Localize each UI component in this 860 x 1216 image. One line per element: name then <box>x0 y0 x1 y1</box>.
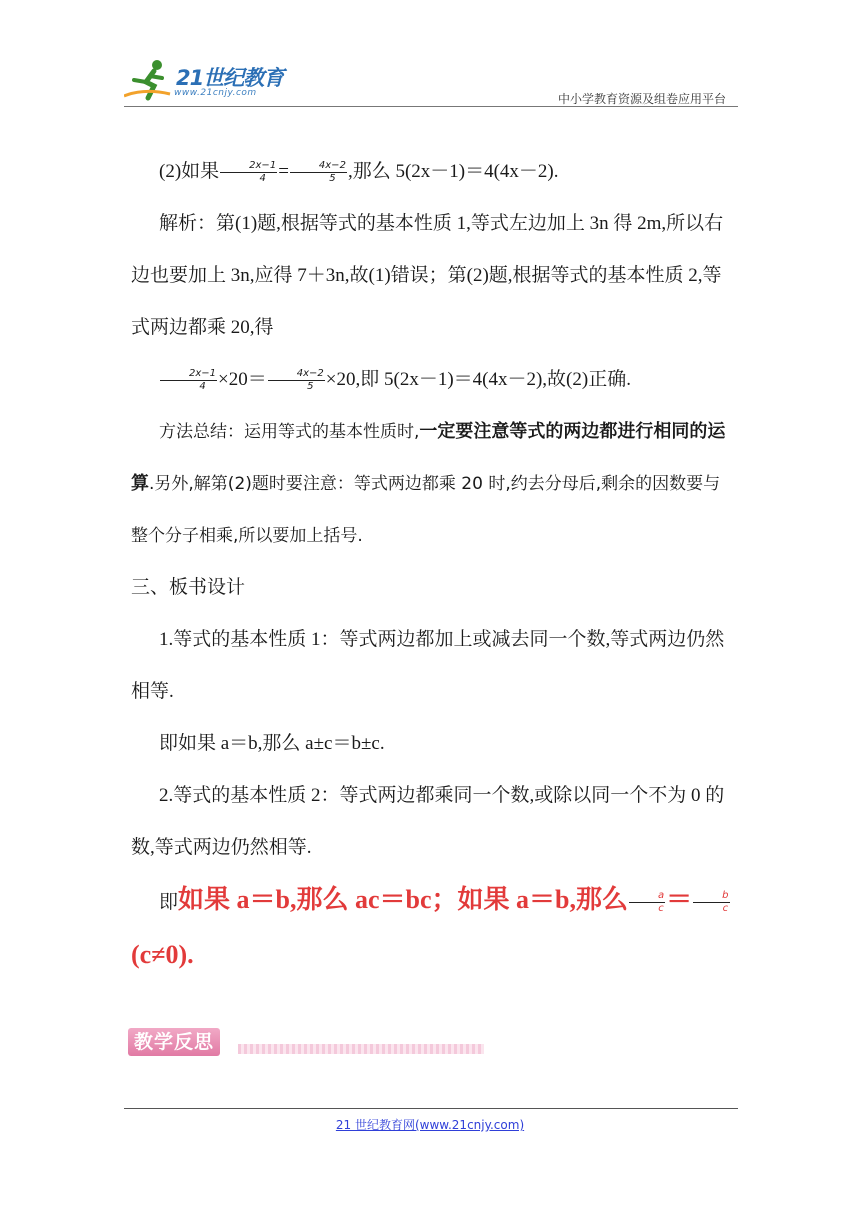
footer-divider <box>124 1108 738 1109</box>
reflection-banner <box>128 1028 484 1056</box>
runner-icon <box>124 58 174 102</box>
analysis-paragraph: 解析：第(1)题,根据等式的基本性质 1,等式左边加上 3n 得 2m,所以右边也要加上 3n,应得 7＋3n,故(1)错误；第(2)题,根据等式的基本性质 2,等式两边都乘 20,得 <box>131 213 724 338</box>
property-2-formula: 即如果 a＝b,那么 ac＝bc；如果 a＝b,那么 $\frac{a}{c}$ ＝ $\frac{b}{c}$ (c≠0). <box>131 885 729 969</box>
question-2: (2)如果 $\frac{2x-1}{4}$ = $\frac{4x-2}{5}$ ,那么 5(2x－1)＝4(4x－2). <box>159 160 559 185</box>
fraction: $\frac{2x-1}{4}$ <box>220 160 277 185</box>
site-logo[interactable] <box>124 58 294 106</box>
emphasis-text: 一定要注意等式的两边都进行相同的运算 <box>131 421 726 494</box>
logo-url: www.21cnjy.com <box>174 88 257 98</box>
fraction: $\frac{b}{c}$ <box>693 890 729 915</box>
fraction: $\frac{4x-2}{5}$ <box>268 368 325 393</box>
banner-stripe <box>238 1044 484 1054</box>
footer-link[interactable]: 21 世纪教育网(www.21cnjy.com) <box>335 1118 525 1132</box>
property-1: 1.等式的基本性质 1：等式两边都加上或减去同一个数,等式两边仍然相等. <box>131 629 725 702</box>
header-divider <box>124 106 738 107</box>
fraction: $\frac{a}{c}$ <box>629 890 665 915</box>
equation-line: $\frac{2x-1}{4}$ ×20＝ $\frac{4x-2}{5}$ ×20,即 5(2x－1)＝4(4x－2),故(2)正确. <box>131 354 731 406</box>
property-2: 2.等式的基本性质 2：等式两边都乘同一个数,或除以同一个不为 0 的数,等式两边仍然相等. <box>131 785 725 858</box>
property-1-formula: 即如果 a＝b,那么 a±c＝b±c. <box>159 733 385 754</box>
method-summary: 方法总结：运用等式的基本性质时,一定要注意等式的两边都进行相同的运算.另外,解第(2)题时要注意：等式两边都乘 20 时,约去分母后,剩余的因数要与整个分子相乘,所以要加上括号. <box>131 421 726 546</box>
document-body <box>131 146 731 984</box>
section-title: 三、板书设计 <box>131 577 246 598</box>
page-header <box>0 0 860 110</box>
banner-label: 教学反思 <box>128 1028 220 1056</box>
fraction: $\frac{4x-2}{5}$ <box>290 160 347 185</box>
logo-text: 21世纪教育 <box>176 66 284 90</box>
fraction: $\frac{2x-1}{4}$ <box>160 368 217 393</box>
platform-name: 中小学教育资源及组卷应用平台 <box>557 92 726 106</box>
